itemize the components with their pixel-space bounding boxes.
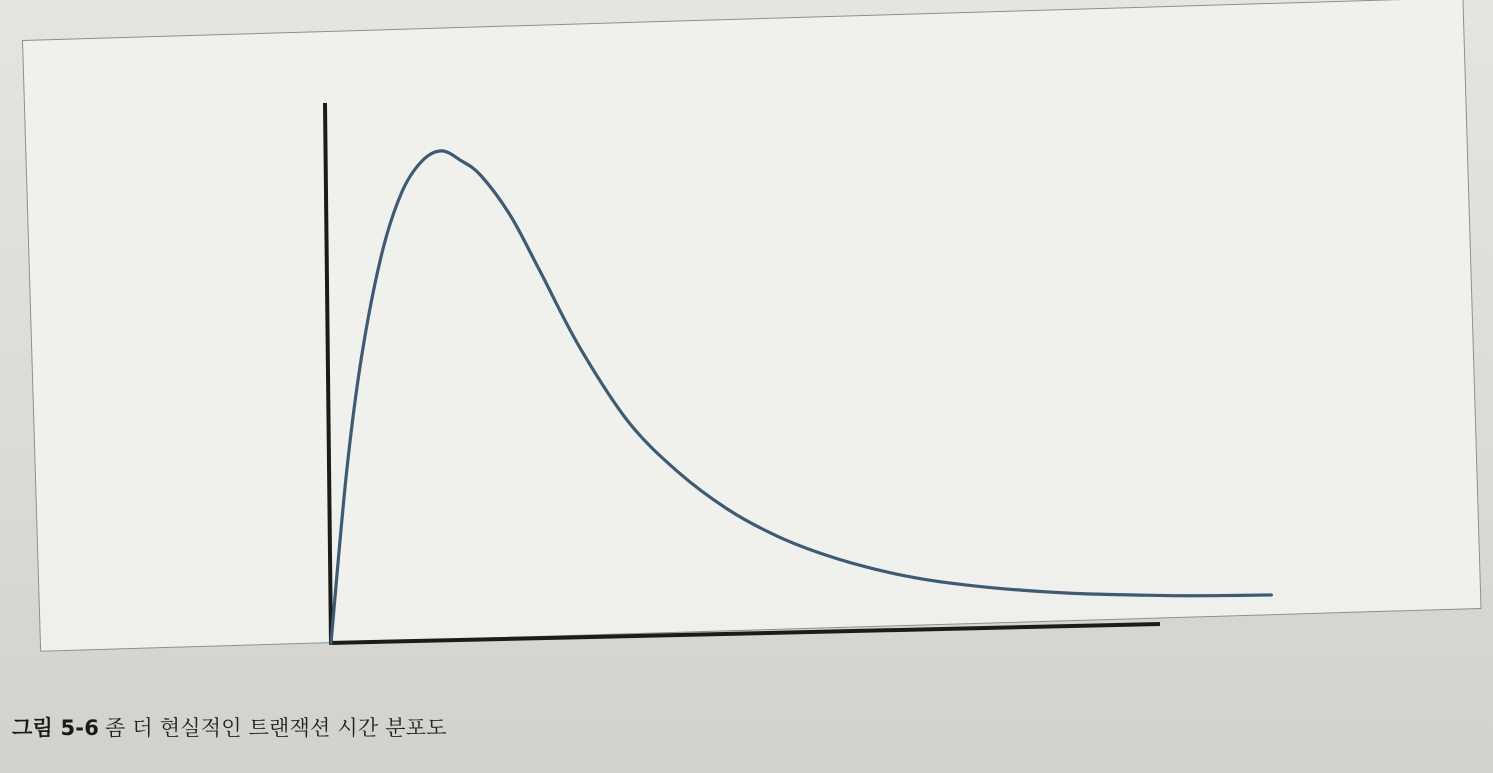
caption-text: 좀 더 현실적인 트랜잭션 시간 분포도	[105, 716, 447, 740]
caption-label: 그림 5-6	[12, 716, 100, 740]
series-group	[331, 151, 1271, 643]
series-line-transaction-time-distribution	[331, 151, 1271, 643]
y-axis	[325, 103, 331, 644]
axes	[325, 103, 1160, 644]
figure-caption	[12, 712, 447, 742]
x-axis	[329, 624, 1160, 643]
